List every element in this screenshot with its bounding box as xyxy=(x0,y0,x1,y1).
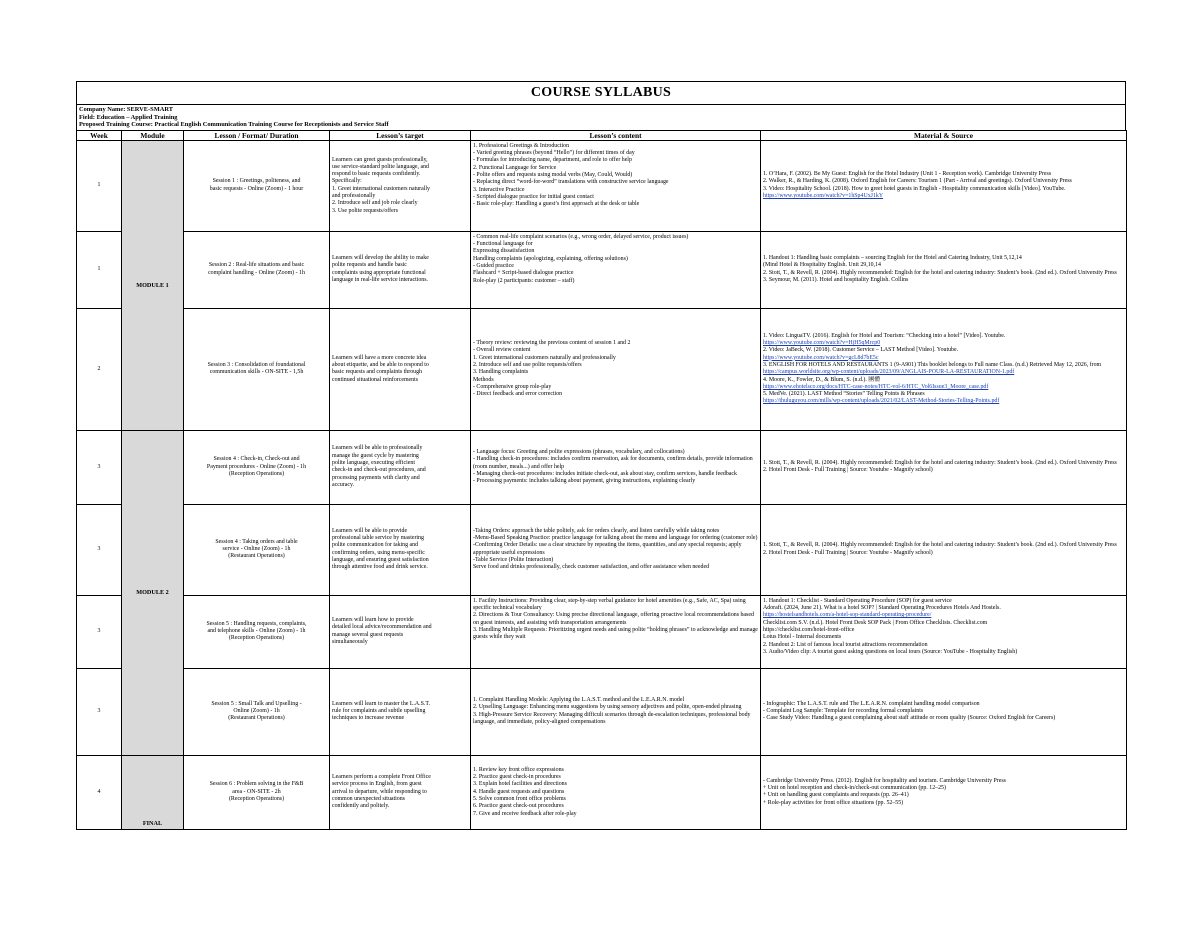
syllabus-table xyxy=(76,130,1127,830)
text-line: Session 4 : Taking orders and table xyxy=(215,538,298,545)
material-cell xyxy=(761,504,1127,595)
text-line: confidently and politely. xyxy=(332,803,390,810)
content-cell xyxy=(471,755,761,829)
week-cell: 4 xyxy=(77,755,122,829)
text-line: -Menu-Based Speaking Practice: practice language for talking about the menu and language for ordering (customer role) xyxy=(473,535,758,542)
text-line: -Taking Orders: approach the table politely, ask for orders clearly, and listen carefully while taking notes xyxy=(473,527,720,534)
text-line: Methods xyxy=(473,376,494,383)
week-cell: 3 xyxy=(77,668,122,755)
text-line: Learners can greet guests professionally, xyxy=(332,156,428,163)
text-line: Learners will be able to provide xyxy=(332,527,408,534)
text-line: -Confirming Order Details: use a clear structure by repeating the items, quantities, and any special requests; apply appropriate useful expressions xyxy=(473,542,742,556)
source-line: Checklist.com S.V. (n.d.). Hotel Front Desk SOP Pack | From Office Checklists. Checklist.com xyxy=(763,619,988,626)
table-row xyxy=(77,755,1127,829)
text-line: Session 4 : Check-in, Check-out and xyxy=(213,456,300,463)
text-line: continued situational reinforcements xyxy=(332,376,419,383)
text-line: - Varied greeting phrases (beyond “Hello”) for different times of day xyxy=(473,150,635,157)
text-line: (Reception Operations) xyxy=(228,795,285,802)
text-line: - Theory review: reviewing the previous content of session 1 and 2 xyxy=(473,340,631,347)
text-line: use service-standard polite language, and xyxy=(332,163,429,170)
text-line: 1. Greet international customers naturally and professionally xyxy=(473,354,616,361)
source-line: + Unit on handling guest complaints and requests (pp. 26–41) xyxy=(763,792,909,799)
text-line: polite communication for taking and xyxy=(332,542,419,549)
table-row xyxy=(77,668,1127,755)
text-line: 1. Complaint Handling Models: Applying the L.A.S.T. method and the L.E.A.R.N. model xyxy=(473,697,685,704)
table-row xyxy=(77,595,1127,668)
week-cell: 3 xyxy=(77,430,122,504)
header-lesson: Lesson / Format/ Duration xyxy=(184,130,330,140)
source-link[interactable]: https://www.youtube.com/watch?v=1hSp4UxJ1kY xyxy=(763,193,884,200)
lesson-cell xyxy=(184,755,330,829)
content-cell xyxy=(471,308,761,430)
source-link[interactable]: https://www.ehotelsco.org/docs/HTC-case-notes/HTC-vol-6/HTC_Vol6Issue3_Moore_case.pdf xyxy=(763,383,989,390)
text-line: techniques to increase revenue xyxy=(332,715,405,722)
content-cell xyxy=(471,430,761,504)
material-cell xyxy=(761,231,1127,308)
text-line: basic requests - Online (Zoom) - 1 hour xyxy=(209,185,304,192)
text-line: Role-play (2 participants: customer – staff) xyxy=(473,277,575,284)
week-cell: 3 xyxy=(77,504,122,595)
text-line: rule for complaints and subtle upselling xyxy=(332,708,426,715)
source-line: 1. Stott, T., & Revell, R. (2004). Highly recommended: English for the hotel and catering industry: Student’s book. (2nd ed.). Oxford University Press xyxy=(763,459,1117,466)
source-line: 3. ENGLISH FOR HOTELS AND RESTAURANTS 1 (9-A901) This booklet belongs to Full name Class. (n.d.) Retrieved May 12, 2026, from xyxy=(763,361,1102,368)
week-cell: 1 xyxy=(77,231,122,308)
header-material: Material & Source xyxy=(761,130,1127,140)
text-line: Learners will learn to master the L.A.S.T. xyxy=(332,700,431,707)
text-line: manage the guest cycle by mastering xyxy=(332,452,419,459)
text-line: Learners will develop the ability to make xyxy=(332,255,429,262)
target-cell xyxy=(330,231,471,308)
week-cell: 3 xyxy=(77,595,122,668)
text-line: - Replacing direct “word-for-word” translations with constructive service language xyxy=(473,179,669,186)
material-cell xyxy=(761,668,1127,755)
text-line: basic requests and complaints through xyxy=(332,369,422,376)
target-cell xyxy=(330,595,471,668)
source-line: 3. Seymour, M. (2011). Hotel and hospitality English. Collins xyxy=(763,277,909,284)
source-line: Adoraft. (2024, June 21). What is a hotel SOP? | Standard Operating Procedures Hotels And Hostels. xyxy=(763,605,1001,612)
text-line: 3. Explain hotel facilities and directions xyxy=(473,781,567,788)
content-cell xyxy=(471,140,761,231)
content-cell xyxy=(471,668,761,755)
text-line: Payment procedures - Online (Zoom) - 1h xyxy=(206,463,307,470)
text-line: complaint handling - Online (Zoom) - 1h xyxy=(208,269,305,276)
table-row xyxy=(77,430,1127,504)
text-line: Learners will learn how to provide xyxy=(332,617,414,624)
header-module: Module xyxy=(122,130,184,140)
module-cell: MODULE 1 xyxy=(122,140,184,430)
text-line: - Functional language for xyxy=(473,241,533,248)
text-line: language, and ensuring guest satisfaction xyxy=(332,557,429,564)
text-line: 1. Facility Instructions: Providing clear, step-by-step verbal guidance for hotel amenities (e.g., Safe, AC, Spa) using specific technical vocabulary xyxy=(473,597,746,612)
text-line: simultaneously xyxy=(332,639,368,646)
text-line: Specifically: xyxy=(332,178,362,185)
target-cell xyxy=(330,140,471,231)
target-cell xyxy=(330,430,471,504)
week-cell: 1 xyxy=(77,140,122,231)
text-line: - Common real-life complaint scenarios (e.g., wrong order, delayed service, product issues) xyxy=(473,233,689,240)
header-content: Lesson’s content xyxy=(471,130,761,140)
text-line: - Formulas for introducing name, department, and role to offer help xyxy=(473,157,632,164)
source-line: 2. Hotel Front Desk - Full Training | Source: Youtube - Magnify school) xyxy=(763,549,933,556)
source-line: - Complaint Log Sample: Template for recording formal complaints xyxy=(763,708,924,715)
module-cell: MODULE 2 xyxy=(122,430,184,755)
source-line: (Mind Hotel & Hospitality English. Unit 29,10,14 xyxy=(763,262,881,269)
lesson-cell xyxy=(184,668,330,755)
text-line: - Polite offers and requests using modal verbs (May, Could, Would) xyxy=(473,171,633,178)
text-line: 3. Handling complaints xyxy=(473,369,529,376)
text-line: area - ON-SITE - 2h xyxy=(232,788,281,795)
material-cell xyxy=(761,308,1127,430)
text-line: service - Online (Zoom) - 1h xyxy=(222,546,291,553)
text-line: 3. Handling Multiple Requests: Prioritizing urgent needs and using polite “holding phrases” to acknowledge and manage guests while they wait xyxy=(473,626,758,641)
target-cell xyxy=(330,668,471,755)
text-line: detailed local advice/recommendation and xyxy=(332,624,432,631)
material-cell xyxy=(761,595,1127,668)
source-link[interactable]: https://campus.worldsite.org/wp-content/uploads/2023/09/ANGLAIS-POUR-LA-RESTAURATION-1.pdf xyxy=(763,369,1015,376)
text-line: (Restaurant Operations) xyxy=(228,715,285,722)
text-line: (Reception Operations) xyxy=(228,635,285,642)
text-line: complaints using appropriate functional xyxy=(332,269,426,276)
material-cell xyxy=(761,755,1127,829)
target-cell xyxy=(330,755,471,829)
text-line: - Comprehensive group role-play xyxy=(473,383,552,390)
text-line: communication skills - ON-SITE - 1,5h xyxy=(209,369,304,376)
text-line: 2. Introduce self and use polite requests/offers xyxy=(473,361,582,368)
source-line: 3. Video: Hospitality School. (2018). How to greet hotel guests in English - Hospitality communication skills [Video]. YouTube. xyxy=(763,185,1066,192)
text-line: 2. Upselling Language: Enhancing menu suggestions by using sensory adjectives and polite, open-ended phrasing xyxy=(473,704,742,711)
text-line: about etiquette, and be able to respond to xyxy=(332,361,429,368)
text-line: Handling complaints (apologizing, explaining, offering solutions) xyxy=(473,255,628,262)
source-line: 1. Handout 1: Checklist - Standard Operating Procedure (SOP) for guest service xyxy=(763,597,952,604)
text-line: processing payments with clarity and xyxy=(332,474,420,481)
source-line: 2. Hotel Front Desk - Full Training | Source: Youtube - Magnify school) xyxy=(763,467,933,474)
text-line: 6. Practice guest check-out procedures xyxy=(473,803,564,810)
lesson-cell xyxy=(184,430,330,504)
text-line: 1. Review key front office expressions xyxy=(473,766,564,773)
text-line: 2. Introduce self and job role clearly xyxy=(332,200,418,207)
text-line: 1. Greet international customers naturally xyxy=(332,185,430,192)
text-line: (Reception Operations) xyxy=(228,470,285,477)
source-line: 2. Video: JaBeck, W. (2018). Customer Service – LAST Method [Video]. Youtube. xyxy=(763,347,959,354)
text-line: Serve food and drinks professionally, check customer satisfaction, and offer assistance when needed xyxy=(473,564,710,571)
source-line: 2. Handout 2: List of famous local tourist attractions recommendation xyxy=(763,641,928,648)
text-line: polite language, executing efficient xyxy=(332,459,415,466)
text-line: -Table Service (Polite Interaction) xyxy=(473,557,554,564)
content-cell xyxy=(471,504,761,595)
text-line: Session 2 : Real-life situations and basic xyxy=(208,262,305,269)
source-line: - Case Study Video: Handling a guest complaining about staff attitude or room quality (Source: Oxford English for Careers) xyxy=(763,715,1056,722)
source-link[interactable]: https://thuluguyou.com/mills/wp-content/uploads/2021/02/LAST-Method-Stories-Telling-Points.pdf xyxy=(763,398,1000,405)
text-line: - Language focus: Greeting and polite expressions (phrases, vocabulary, and collocations) xyxy=(473,449,685,456)
text-line: 4. Handle guest requests and questions xyxy=(473,788,565,795)
text-line: 2. Functional Language for Service xyxy=(473,164,557,171)
text-line: Learners will have a more concrete idea xyxy=(332,354,427,361)
text-line: through attentive food and drink service. xyxy=(332,564,428,571)
text-line: 2. Directions & Tour Consultancy: Using precise directional language, offering proactive local recommendations based on guest interests, and assisting with transportation arrangements xyxy=(473,612,754,626)
source-line: 4. Moore, K., Fowler, D., & Blum, S. (n.d.). 團體 xyxy=(763,376,881,383)
proposed-course: Proposed Training Course: Practical English Communication Training Course for Receptionists and Service Staff xyxy=(79,121,389,129)
content-cell xyxy=(471,231,761,308)
header-week: Week xyxy=(77,130,122,140)
source-line: - Cambridge University Press. (2012). English for hospitality and tourism. Cambridge University Press xyxy=(763,777,1006,784)
source-line: 1. Handout 1: Handling basic complaints – sourcing English for the Hotel and Catering Industry, Unit 5,12,14 xyxy=(763,255,1022,262)
target-cell xyxy=(330,504,471,595)
lesson-cell xyxy=(184,595,330,668)
material-cell xyxy=(761,140,1127,231)
text-line: service process in English, from guest xyxy=(332,781,422,788)
text-line: (Restaurant Operations) xyxy=(228,553,285,560)
text-line: - Basic role-play: Handling a guest’s first approach at the desk or table xyxy=(473,201,640,208)
text-line: - Guided practice xyxy=(473,262,514,269)
text-line: Learners perform a complete Front Office xyxy=(332,774,431,781)
text-line: Learners will be able to professionally xyxy=(332,445,423,452)
text-line: - Processing payments: includes talking about payment, giving instructions, explaining clearly xyxy=(473,478,696,485)
text-line: Online (Zoom) - 1h xyxy=(233,708,280,715)
text-line: 3. High-Pressure Service Recovery: Managing difficult scenarios through de-escalation techniques, professional body language, and immediate, policy-aligned compensations xyxy=(473,711,751,726)
text-line: polite requests and handle basic xyxy=(332,262,407,269)
source-line: + Unit on hotel reception and check-in/check-out communication (pp. 12–25) xyxy=(763,784,946,791)
lesson-cell xyxy=(184,231,330,308)
text-line: language in real-life service interactions. xyxy=(332,277,429,284)
source-link[interactable]: https://hostelsandhotels.com/a-hotel-sop-standard-operating-procedure/ xyxy=(763,612,932,619)
syllabus-sheet xyxy=(76,81,1126,830)
text-line: Session 5 : Small Talk and Upselling - xyxy=(211,700,302,707)
text-line: Session 5 : Handling requests, complaints, xyxy=(206,620,307,627)
text-line: - Managing check-out procedures: includes initiate check-out, ask about stay, confirm services, handle feedback xyxy=(473,470,737,477)
source-line: Lotus Hotel - Internal documents xyxy=(763,634,842,641)
field-line: Field: Education – Applied Training xyxy=(79,113,178,121)
source-link[interactable]: https://www.youtube.com/watch?v=HjH5qMrcp0 xyxy=(763,340,881,347)
text-line: - Handling check-in procedures: includes confirm reservation, ask for documents, confirm details, provide information (room number, meals...) and offer help xyxy=(473,456,753,470)
text-line: Session 1 : Greetings, politeness, and xyxy=(212,178,301,185)
text-line: and telephone skills - Online (Zoom) - 1h xyxy=(207,628,306,635)
text-line: arrival to departure, while responding to xyxy=(332,788,427,795)
text-line: Session 3 : Consolidation of foundational xyxy=(207,361,306,368)
table-row xyxy=(77,140,1127,231)
source-line: 2. Stott, T., & Revell, R. (2004). Highly recommended: English for the hotel and catering industry: Student’s book. (2nd ed.). Oxford University Press xyxy=(763,269,1117,276)
text-line: confirming orders, using menu-specific xyxy=(332,549,425,556)
text-line: and professionally xyxy=(332,193,376,200)
text-line: 3. Interactive Practice xyxy=(473,186,525,193)
source-line: 2. Walker, R., & Harding, K. (2008). Oxford English for Careers: Tourism 1 (Part - Arrival and greetings). Oxford University Press xyxy=(763,178,1072,185)
lesson-cell xyxy=(184,140,330,231)
text-line: 3. Use polite requests/offers xyxy=(332,207,398,214)
text-line: professional table service by mastering xyxy=(332,535,424,542)
company-name: Company Name: SERVE-SMART xyxy=(79,106,173,113)
text-line: respond to basic requests confidently. xyxy=(332,171,421,178)
target-cell xyxy=(330,308,471,430)
text-line: Flashcard + Script-based dialogue practice xyxy=(473,270,574,277)
module-cell: FINAL xyxy=(122,755,184,829)
text-line: - Scripted dialogue practice for initial guest contact xyxy=(473,193,594,200)
source-link[interactable]: https://www.youtube.com/watch?v=gcL8d7bE5c xyxy=(763,354,879,361)
text-line: 7. Give and receive feedback after role-play xyxy=(473,810,577,817)
course-meta xyxy=(76,104,1126,130)
lesson-cell xyxy=(184,308,330,430)
source-line: 5. MedVe. (2021). LAST Method “Stories” Telling Points & Phrases xyxy=(763,391,925,398)
text-line: - Direct feedback and error correction xyxy=(473,391,563,398)
table-row xyxy=(77,308,1127,430)
text-line: common unexpected situations xyxy=(332,795,405,802)
text-line: accuracy. xyxy=(332,481,355,488)
source-line: + Role-play activities for front office situations (pp. 52–55) xyxy=(763,799,904,806)
page-title: COURSE SYLLABUS xyxy=(76,81,1126,104)
text-line: check-in and check-out procedures, and xyxy=(332,467,426,474)
text-line: 2. Practice guest check-in procedures xyxy=(473,774,561,781)
week-cell: 2 xyxy=(77,308,122,430)
text-line: - Overall review content xyxy=(473,347,531,354)
source-line: 3. Audio/Video clip: A tourist guest asking questions on local tours (Source: YouTube - Hospitality English) xyxy=(763,648,1018,655)
source-line: 1. Video: LinguaTV. (2016). English for Hotel and Tourism: “Checking into a hotel” [Video]. Youtube. xyxy=(763,332,1006,339)
header-target: Lesson’s target xyxy=(330,130,471,140)
source-line: - Infographic: The L.A.S.T. rule and The L.E.A.R.N. complaint handling model comparison xyxy=(763,700,980,707)
text-line: 5. Solve common front office problems xyxy=(473,795,566,802)
source-line: 1. Stott, T., & Revell, R. (2004). Highly recommended: English for the hotel and catering industry: Student’s book. (2nd ed.). Oxford University Press xyxy=(763,542,1117,549)
text-line: Expressing dissatisfaction xyxy=(473,248,535,255)
content-cell xyxy=(471,595,761,668)
text-line: manage several guest requests xyxy=(332,631,404,638)
table-row xyxy=(77,504,1127,595)
text-line: Session 6 : Problem solving in the F&B xyxy=(209,781,304,788)
header-row xyxy=(77,130,1127,140)
source-line: 1. O’Hara, F. (2002). Be My Guest: English for the Hotel Industry (Unit 1 - Reception work). Cambridge University Press xyxy=(763,171,1052,178)
lesson-cell xyxy=(184,504,330,595)
text-line: 1. Professional Greetings & Introduction xyxy=(473,142,570,149)
source-line: https://checklist.com/hotel-front-office xyxy=(763,626,855,633)
material-cell xyxy=(761,430,1127,504)
table-row xyxy=(77,231,1127,308)
